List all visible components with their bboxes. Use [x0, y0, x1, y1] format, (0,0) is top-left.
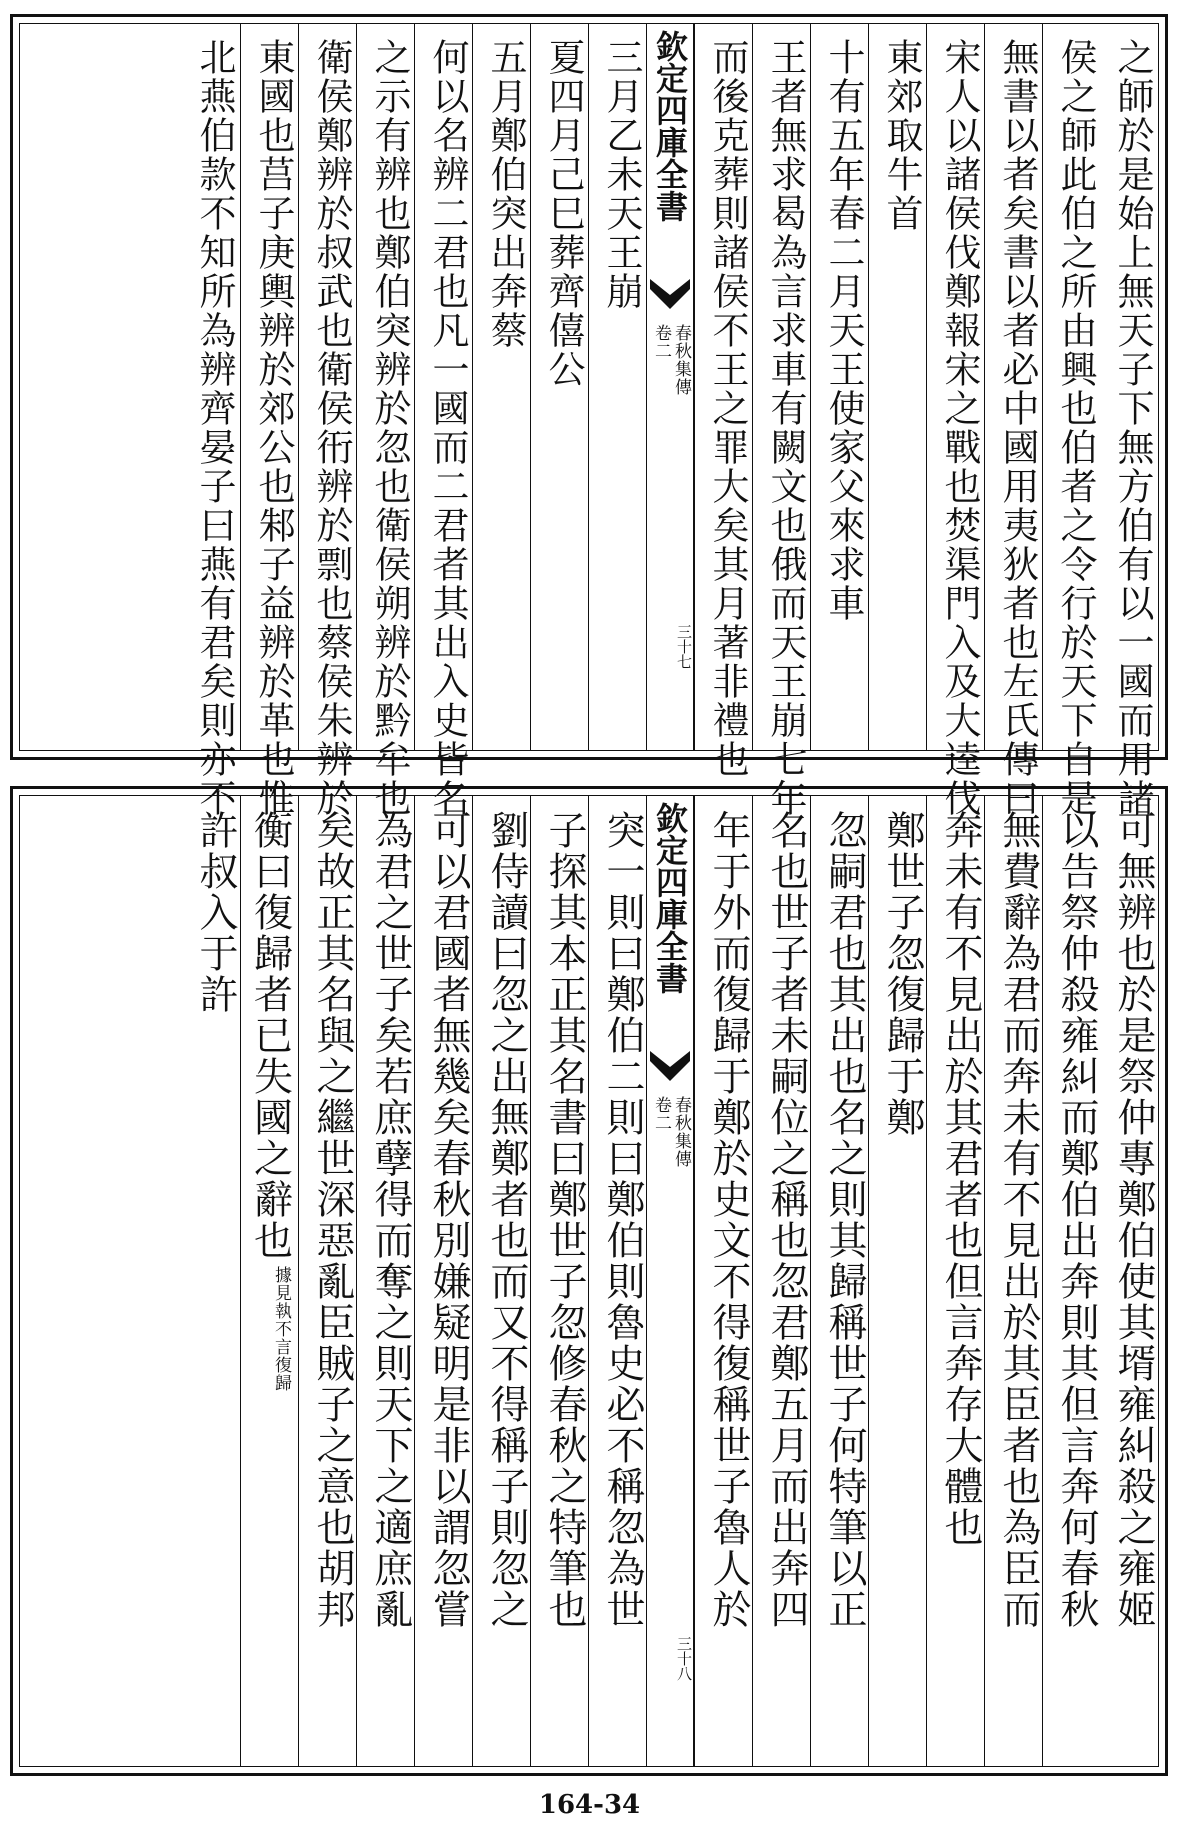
text-line: 宋人以諸侯伐鄭報宋之戰也焚渠門入及大逵伐	[938, 38, 981, 818]
column	[926, 24, 984, 818]
text-line: 夏四月己巳葬齊僖公	[542, 38, 585, 389]
folio-number: 三十八	[675, 1636, 693, 1681]
library-title: 欽定四庫全書	[651, 30, 689, 222]
text-line: 可以君國者無幾矣春秋別嫌疑明是非以謂忽嘗	[426, 810, 471, 1630]
column	[182, 24, 240, 818]
text-line: 奔未有不見出於其君者也但言奔存大體也	[938, 810, 983, 1548]
volume-label: 卷二	[651, 1096, 671, 1132]
library-title: 欽定四庫全書	[651, 802, 689, 994]
text-line: 忽嗣君也其出也名之則其歸稱世子何特筆以正	[822, 810, 867, 1630]
column	[868, 24, 926, 750]
text-line: 劉侍讀曰忽之出無鄭者也而又不得稱子則忽之	[484, 810, 529, 1630]
text-line: 年于外而復歸于鄭於史文不得復稱世子魯人於	[706, 810, 751, 1630]
text-line: 無費辭為君而奔未有不見出於其臣者也為臣而	[996, 810, 1041, 1630]
top-page-frame	[19, 23, 1159, 818]
column	[984, 24, 1042, 818]
text-line: 三月乙未天王崩	[600, 38, 643, 311]
text-line: 矣故正其名與之繼世深惡亂臣賊子之意也胡邦	[310, 810, 355, 1630]
column	[810, 24, 868, 750]
fish-tail-icon	[650, 1051, 690, 1085]
column	[472, 24, 530, 750]
text-line: 東郊取牛首	[880, 38, 923, 233]
text-line: 五月鄭伯突出奔蔡	[484, 38, 527, 350]
bottom-page	[10, 786, 1168, 1776]
text-line: 許叔入于許	[193, 810, 238, 1015]
fish-tail-icon	[650, 279, 690, 313]
text-line: 鄭世子忽復歸于鄭	[880, 810, 925, 1138]
column	[694, 24, 752, 779]
text-line: 以告祭仲殺雍糾而鄭伯出奔則其但言奔何春秋	[1054, 810, 1099, 1630]
text-line: 十有五年春二月天王使家父來求車	[822, 38, 865, 623]
column	[356, 24, 414, 818]
text-line: 名也世子者未嗣位之稱也忽君鄭五月而出奔四	[764, 810, 809, 1630]
text-line: 北燕伯款不知所為辨齊晏子曰燕有君矣則亦不	[193, 38, 236, 818]
text-line: 突一則曰鄭伯二則曰鄭伯則魯史必不稱忽為世	[600, 810, 645, 1630]
text-line: 子探其本正其名書曰鄭世子忽修春秋之特筆也	[542, 810, 587, 1630]
folio-number: 三十七	[675, 624, 693, 669]
interlinear-note: 據見執不言復歸	[271, 1266, 291, 1392]
text-line: 衡曰復歸者已失國之辭也	[247, 810, 293, 1261]
book-title: 春秋集傳	[671, 1096, 691, 1168]
text-line: 衛侯鄭辨於叔武也衛侯衎辨於剽也蔡侯朱辨於	[310, 38, 353, 818]
page-number: 164-34	[538, 1790, 641, 1820]
text-line: 可無辨也於是祭仲專鄭伯使其壻雍糾殺之雍姬	[1111, 810, 1156, 1630]
text-line: 王者無求曷為言求車有闕文也俄而天王崩七年	[764, 38, 807, 818]
book-info	[647, 324, 695, 396]
text-line: 侯之師此伯之所由興也伯者之令行於天下自是	[1054, 38, 1097, 818]
column	[298, 24, 356, 818]
column	[298, 796, 356, 1766]
column	[1100, 24, 1158, 818]
text-line: 何以名辨二君也凡一國而二君者其出入史皆名	[426, 38, 469, 818]
column	[694, 796, 752, 1766]
column	[182, 796, 240, 1766]
text-line: 東國也莒子庚輿辨於郊公也邾子益辨於革也惟	[252, 38, 295, 818]
column	[1042, 24, 1100, 818]
column	[530, 24, 588, 750]
column	[414, 24, 472, 818]
text-line: 而後克葬則諸侯不王之罪大矣其月著非禮也	[706, 38, 749, 779]
center-margin	[646, 24, 694, 750]
text-line: 之師於是始上無天子下無方伯有以一國而用諸	[1111, 38, 1154, 818]
volume-label: 卷二	[651, 324, 671, 360]
text-line: 無書以者矣書以者必中國用夷狄者也左氏傳曰	[996, 38, 1039, 818]
top-page	[10, 14, 1168, 818]
column	[752, 24, 810, 818]
book-title: 春秋集傳	[671, 324, 691, 396]
text-line: 之示有辨也鄭伯突辨於忽也衛侯朔辨於黔牟也	[368, 38, 411, 818]
column	[240, 796, 298, 1766]
bottom-page-frame	[19, 795, 1159, 1767]
text-line: 為君之世子矣若庶孽得而奪之則天下之適庶亂	[368, 810, 413, 1630]
column	[588, 24, 646, 750]
column	[240, 24, 298, 818]
